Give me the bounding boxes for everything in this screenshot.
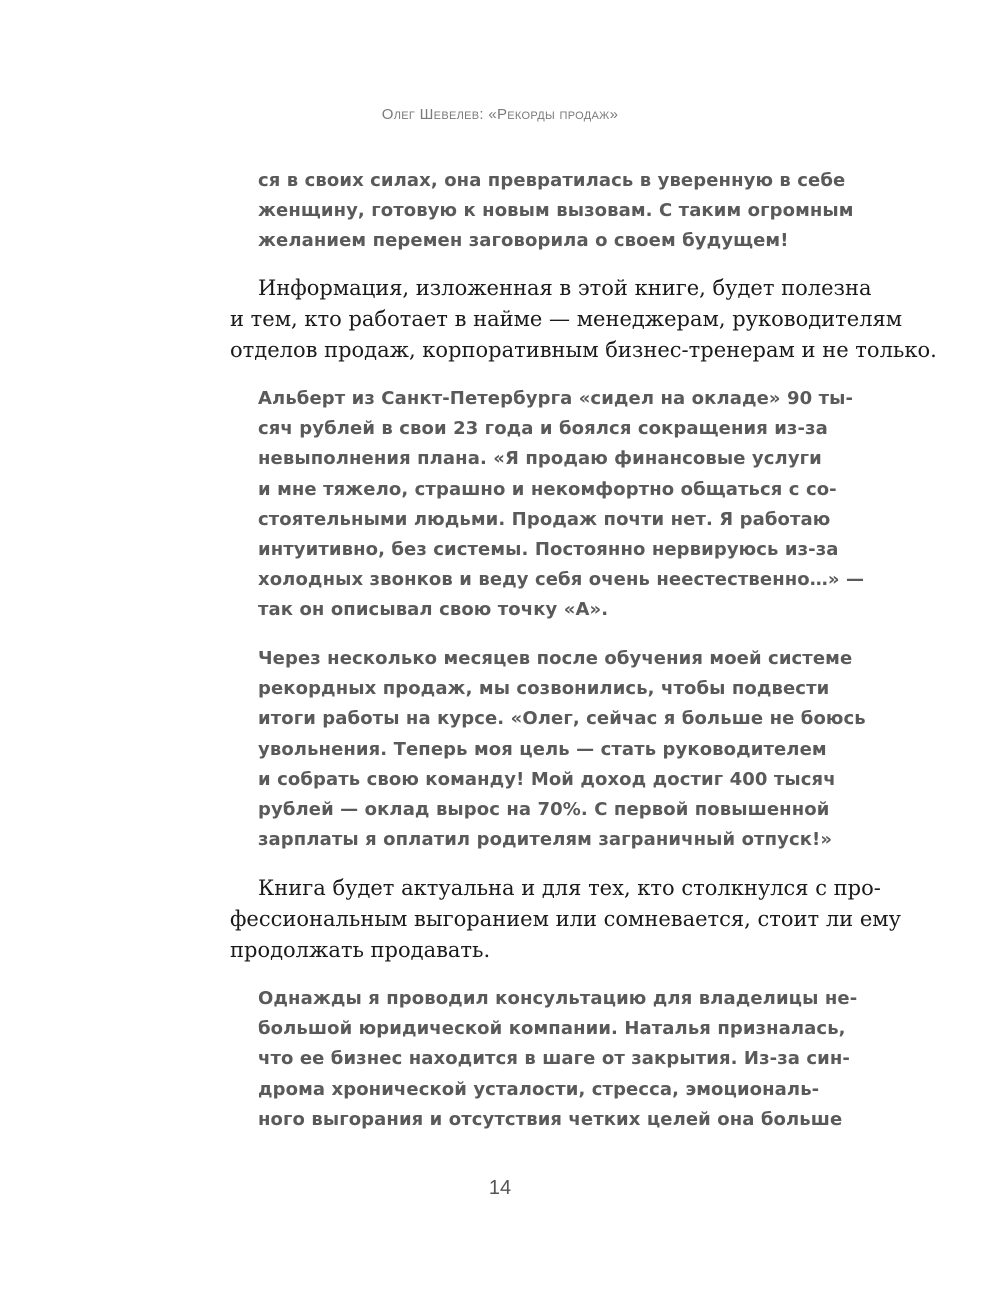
running-head — [0, 106, 1000, 123]
text-line: увольнения. Теперь моя цель — стать руководителем — [258, 738, 827, 760]
text-line: интуитивно, без системы. Постоянно нервируюсь из-за — [258, 539, 839, 561]
text-line: невыполнения плана. «Я продаю финансовые услуги — [258, 448, 822, 470]
text-line: женщину, готовую к новым вызовам. С таким огромным — [258, 200, 854, 222]
inset-paragraph-result — [258, 644, 866, 855]
text-line: стоятельными людьми. Продаж почти нет. Я работаю — [258, 508, 831, 530]
text-line: холодных звонков и веду себя очень неестественно…» — — [258, 569, 865, 591]
text-line: продолжать продавать. — [230, 938, 491, 962]
inset-paragraph-albert — [258, 384, 865, 626]
text-line: отделов продаж, корпоративным бизнес-тренерам и не только. — [230, 338, 937, 362]
text-line: ся в своих силах, она превратилась в уверенную в себе — [258, 170, 846, 191]
text-line: желанием перемен заговорила о своем будущем! — [258, 230, 789, 252]
page-number: 14 — [488, 1177, 512, 1199]
text-line: сяч рублей в свои 23 года и боялся сокращения из-за — [258, 418, 828, 440]
text-line: итоги работы на курсе. «Олег, сейчас я больше не боюсь — [258, 708, 866, 730]
text-line: фессиональным выгоранием или сомневается, стоит ли ему — [230, 907, 901, 931]
text-line: и тем, кто работает в найме — менеджерам, руководителям — [230, 307, 903, 331]
inset-paragraph-1 — [258, 166, 854, 257]
text-line: ного выгорания и отсутствия четких целей она больше — [258, 1108, 843, 1130]
text-line: рублей — оклад вырос на 70%. С первой повышенной — [258, 799, 830, 821]
inset-paragraph-natalya — [258, 984, 858, 1135]
text-line: так он описывал свою точку «А». — [258, 599, 609, 621]
running-head-title: «Рекорды продаж» — [488, 106, 619, 123]
text-line: и мне тяжело, страшно и некомфортно общаться с со- — [258, 478, 837, 500]
body-paragraph-1 — [202, 273, 937, 366]
text-line: Альберт из Санкт-Петербурга «сидел на окладе» 90 ты- — [258, 388, 854, 409]
text-line: Информация, изложенная в этой книге, будет полезна — [258, 276, 872, 300]
text-line: большой юридической компании. Наталья призналась, — [258, 1018, 846, 1040]
text-line: дрома хронической усталости, стресса, эмоциональ- — [258, 1078, 820, 1100]
text-line: Однажды я проводил консультацию для владелицы не- — [258, 988, 858, 1009]
text-line: Книга будет актуальна и для тех, кто столкнулся с про- — [258, 876, 881, 900]
body-paragraph-2 — [202, 873, 901, 966]
text-line: Через несколько месяцев после обучения моей системе — [258, 648, 853, 669]
text-line: рекордных продаж, мы созвонились, чтобы подвести — [258, 678, 830, 700]
text-line: и собрать свою команду! Мой доход достиг 400 тысяч — [258, 768, 836, 790]
text-line: зарплаты я оплатил родителям заграничный отпуск!» — [258, 829, 833, 851]
text-line: что ее бизнес находится в шаге от закрытия. Из-за син- — [258, 1048, 850, 1070]
running-head-author: Олег Шевелев: — [381, 106, 484, 123]
